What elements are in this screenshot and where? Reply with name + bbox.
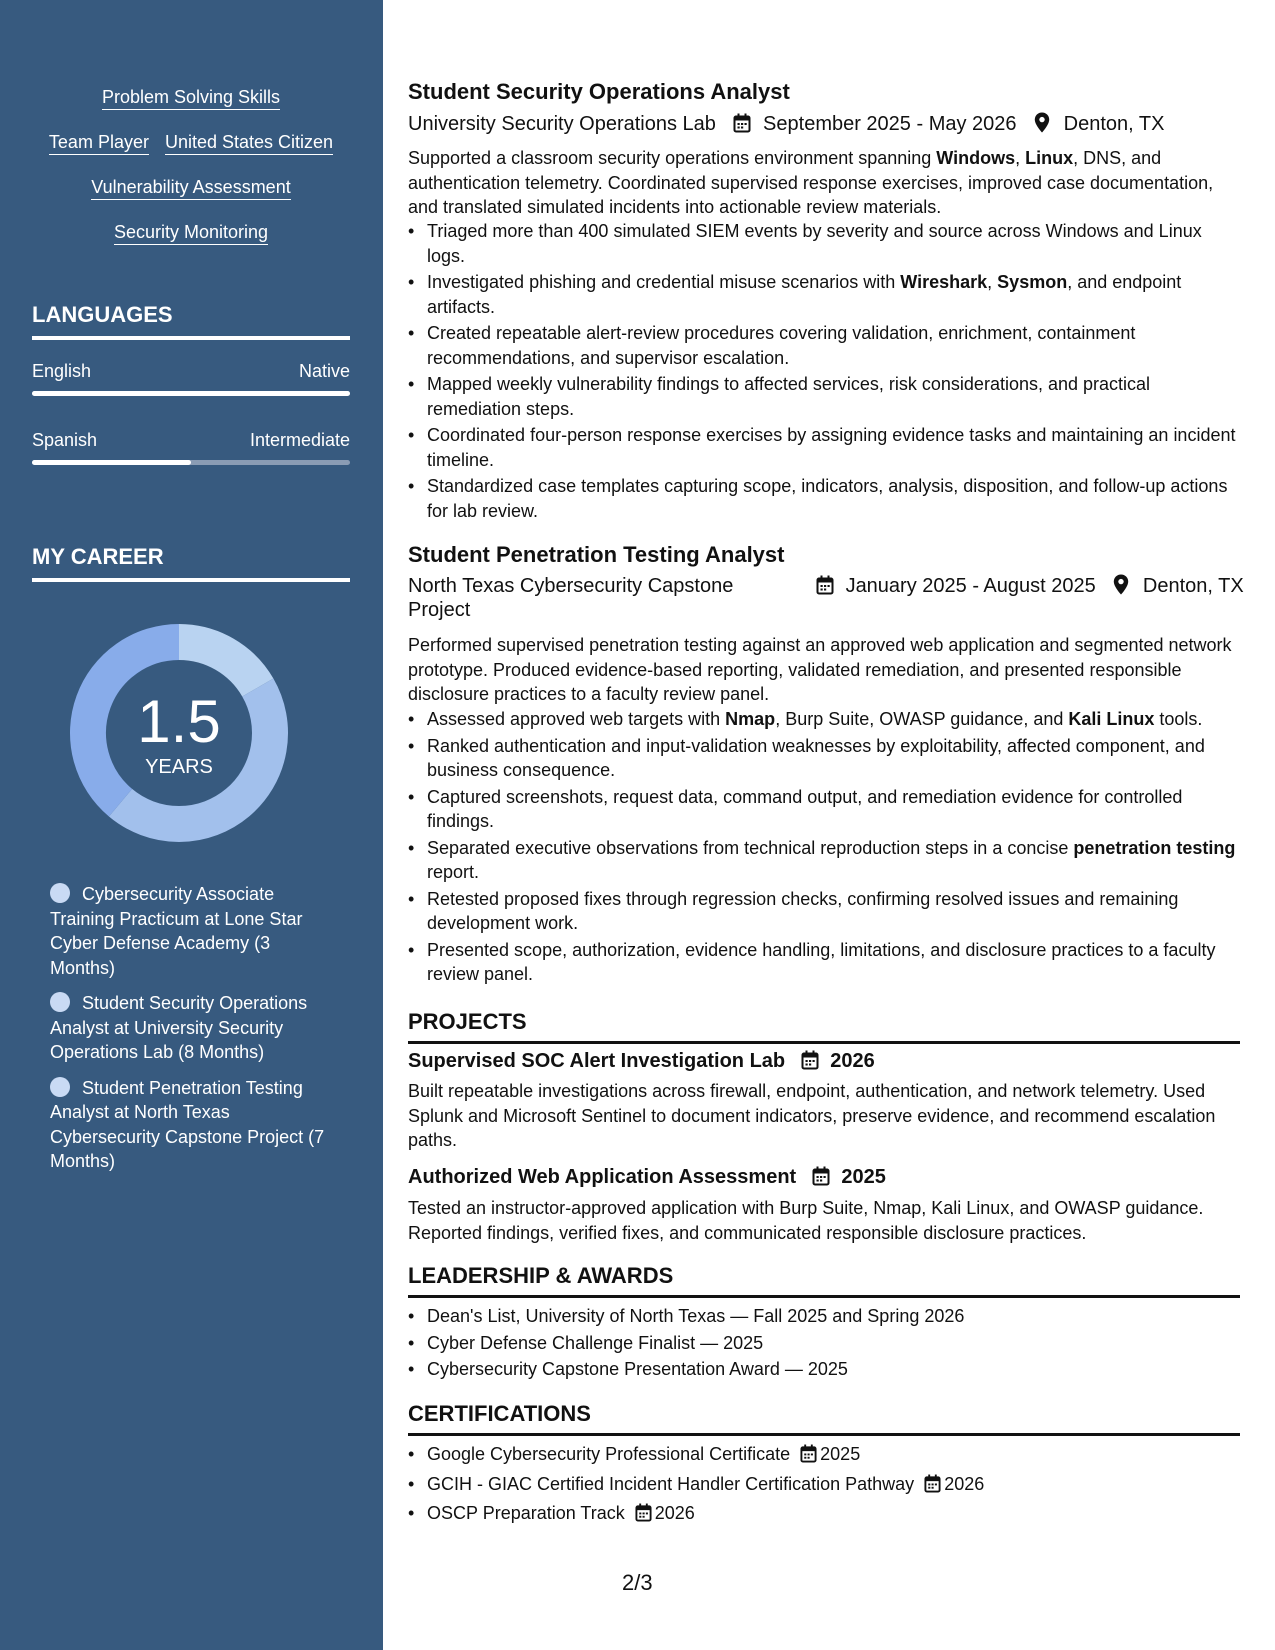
calendar-icon — [812, 1166, 830, 1192]
bullet-item: • Retested proposed fixes through regression checks, confirming resolved issues and remaining development work. — [408, 887, 1240, 936]
bullet-item: • Investigated phishing and credential misuse scenarios with Wireshark, Sysmon, and endpoint artifacts. — [408, 270, 1240, 319]
project-title-row — [408, 1050, 875, 1076]
cert-year: 2025 — [820, 1444, 861, 1464]
bullet-item: • Standardized case templates capturing scope, indicators, analysis, disposition, and follow-up actions for lab review. — [408, 474, 1240, 523]
career-heading: MY CAREER — [32, 544, 350, 582]
calendar-icon — [800, 1444, 817, 1470]
list-item: • Cyber Defense Challenge Finalist — 2025 — [408, 1331, 1240, 1356]
list-item — [408, 1442, 1240, 1470]
career-item-text: Cybersecurity Associate Training Practicum at Lone Star Cyber Defense Academy (3 Months) — [50, 884, 303, 978]
career-item-text: Student Penetration Testing Analyst at North Texas Cybersecurity Capstone Project (7 Months) — [50, 1077, 325, 1171]
cert-name: OSCP Preparation Track — [427, 1503, 625, 1523]
cert-name: GCIH - GIAC Certified Incident Handler Certification Pathway — [427, 1473, 915, 1494]
bullet-item: • Ranked authentication and input-validation weaknesses by exploitability, affected component, and business consequence. — [408, 734, 1240, 783]
project-title: Authorized Web Application Assessment — [408, 1166, 797, 1188]
job-bullets — [408, 707, 1240, 989]
calendar-icon — [801, 1050, 819, 1076]
job-title: Student Security Operations Analyst — [408, 79, 790, 104]
language-name: English — [32, 361, 92, 381]
calendar-icon — [816, 575, 834, 601]
cert-name: Google Cybersecurity Professional Certificate — [427, 1444, 791, 1464]
calendar-icon — [924, 1474, 941, 1500]
job-dates: January 2025 - August 2025 — [845, 575, 1096, 597]
project-title: Supervised SOC Alert Investigation Lab — [408, 1050, 786, 1072]
language-bar-fill — [32, 391, 350, 396]
job-title: Student Penetration Testing Analyst — [408, 542, 785, 567]
bullet-item: • Coordinated four-person response exercises by assigning evidence tasks and maintaining an incident timeline. — [408, 423, 1240, 472]
job-summary: Performed supervised penetration testing against an approved web application and segmented network prototype. Produced evidence-based reporting, validated remediation, and presented responsible disclosure practices to a faculty review panel. — [408, 635, 1232, 704]
list-item: • Dean's List, University of North Texas — Fall 2025 and Spring 2026 — [408, 1304, 1240, 1329]
skill-tag: Team Player — [49, 131, 149, 155]
certifications-list — [408, 1442, 1240, 1531]
job-location: Denton, TX — [1063, 113, 1165, 135]
languages-heading: LANGUAGES — [32, 302, 350, 340]
calendar-icon — [733, 113, 751, 139]
bullet-item: • Separated executive observations from technical reproduction steps in a concise penetration testing report. — [408, 836, 1240, 885]
language-level: Native — [298, 361, 350, 381]
career-donut-chart — [66, 620, 292, 846]
skill-row — [32, 221, 350, 245]
project-title-row — [408, 1166, 886, 1192]
language-bar-fill — [32, 460, 191, 465]
skill-tag: Problem Solving Skills — [102, 86, 280, 110]
leadership-heading: LEADERSHIP & AWARDS — [408, 1263, 1240, 1298]
list-item — [408, 1501, 1240, 1529]
bullet-dot-icon — [50, 883, 70, 903]
cert-year: 2026 — [944, 1473, 985, 1494]
project-description: Built repeatable investigations across firewall, endpoint, authentication, and network telemetry. Used Splunk and Microsoft Sentinel to document indicators, preserve evidence, and recommend escalation paths. — [408, 1081, 1216, 1150]
skill-row — [32, 86, 350, 110]
location-pin-icon — [1034, 112, 1050, 139]
job-meta — [408, 112, 1240, 139]
certifications-heading: CERTIFICATIONS — [408, 1401, 1240, 1436]
career-list — [50, 882, 330, 1185]
list-item: • Cybersecurity Capstone Presentation Award — 2025 — [408, 1357, 1240, 1382]
career-item — [50, 1076, 330, 1174]
language-bar — [32, 460, 350, 465]
job-org: North Texas Cybersecurity Capstone Project — [408, 575, 734, 621]
projects-heading: PROJECTS — [408, 1009, 1240, 1044]
skills-list — [32, 86, 350, 266]
language-english — [32, 360, 350, 396]
bullet-item: • Created repeatable alert-review procedures covering validation, enrichment, containment recommendations, and supervisor escalation. — [408, 321, 1240, 370]
skill-tag: Vulnerability Assessment — [91, 176, 290, 200]
project-year: 2025 — [841, 1166, 886, 1188]
career-total-value: 1.5 — [137, 688, 221, 755]
bullet-item: • Mapped weekly vulnerability findings to affected services, risk considerations, and practical remediation steps. — [408, 372, 1240, 421]
language-spanish — [32, 429, 350, 465]
job-summary: Supported a classroom security operations environment spanning Windows, Linux, DNS, and authentication telemetry. Coordinated supervised response exercises, improved case documentation, and translated simulated incidents into actionable review materials. — [408, 148, 1214, 217]
job-bullets — [408, 219, 1240, 525]
job-dates: September 2025 - May 2026 — [763, 113, 1017, 135]
career-item — [50, 882, 330, 980]
project-year: 2026 — [830, 1050, 875, 1072]
career-item — [50, 991, 330, 1065]
project-description: Tested an instructor-approved application with Burp Suite, Nmap, Kali Linux, and OWASP guidance. Reported findings, verified fixes, and communicated responsible disclosure practices. — [408, 1198, 1204, 1243]
skill-tag: Security Monitoring — [114, 221, 268, 245]
sidebar — [0, 0, 383, 1650]
skill-row — [32, 131, 350, 155]
bullet-item: • Presented scope, authorization, evidence handling, limitations, and disclosure practices to a faculty review panel. — [408, 938, 1240, 987]
bullet-dot-icon — [50, 1077, 70, 1097]
leadership-list — [408, 1304, 1240, 1384]
language-bar — [32, 391, 350, 396]
skill-tag: United States Citizen — [165, 131, 333, 155]
location-pin-icon — [1113, 574, 1129, 601]
job-location: Denton, TX — [1142, 575, 1244, 597]
calendar-icon — [635, 1503, 652, 1529]
language-level: Intermediate — [249, 430, 350, 450]
page-number: 2/3 — [622, 1570, 653, 1595]
donut-segment — [179, 642, 258, 688]
skill-row — [32, 176, 350, 200]
career-total-unit: YEARS — [145, 756, 213, 778]
bullet-dot-icon — [50, 992, 70, 1012]
bullet-item: • Captured screenshots, request data, command output, and remediation evidence for controlled findings. — [408, 785, 1240, 834]
job-date-location — [816, 574, 1244, 601]
list-item — [408, 1472, 1240, 1500]
bullet-item: • Triaged more than 400 simulated SIEM events by severity and source across Windows and Linux logs. — [408, 219, 1240, 268]
language-name: Spanish — [32, 430, 98, 450]
cert-year: 2026 — [654, 1503, 695, 1523]
job-org: University Security Operations Lab — [408, 113, 716, 135]
career-item-text: Student Security Operations Analyst at University Security Operations Lab (8 Months) — [50, 993, 308, 1062]
bullet-item: • Assessed approved web targets with Nmap, Burp Suite, OWASP guidance, and Kali Linux tools. — [408, 707, 1240, 732]
